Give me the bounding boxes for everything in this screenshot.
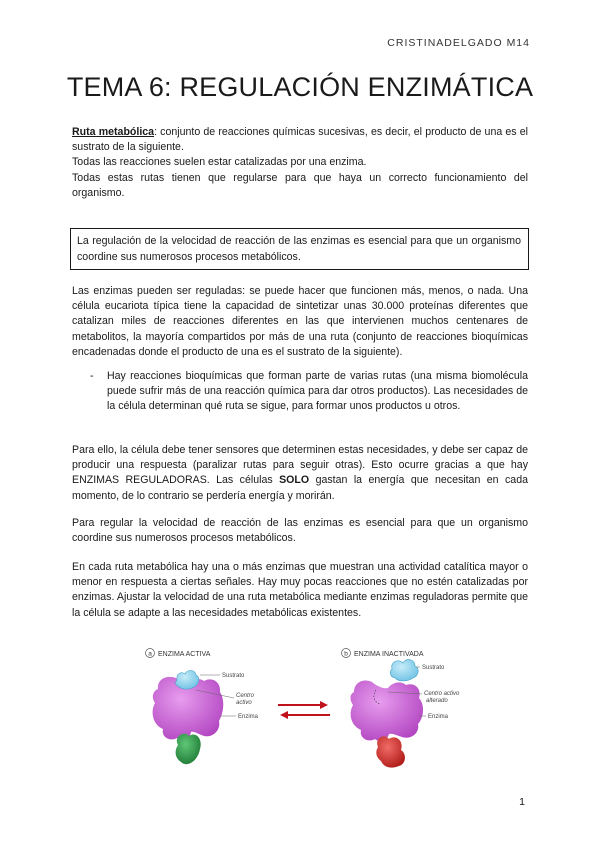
panel-a-label-substrate: Sustrato [222, 673, 245, 679]
intro-section [72, 125, 528, 201]
paragraph-4: En cada ruta metabólica hay una o más enzimas que muestran una actividad catalítica mayor o menor en respuesta a ciertas señales. Hay muy pocas reacciones que no estén catalizadas por enzimas. Ajustar la velocidad de una ruta metabólica mediante enzimas reguladoras permite que la célula se adapte a las necesidades metabólicas existentes. [72, 561, 528, 619]
term-ruta-metabolica: Ruta metabólica [72, 126, 155, 138]
panel-inactivated-enzyme [342, 649, 461, 768]
paragraph-3: Para regular la velocidad de reacción de las enzimas es esencial para que un organismo coordine sus numerosos procesos metabólicos. [72, 517, 528, 545]
panel-b-label-site-2: alterado [426, 698, 448, 704]
enzyme-shape-inactive [350, 680, 423, 741]
paragraph-2-part-2: gastan la energía que necesitan en cada momento, de lo contrario se perdería energía y morirán. [72, 474, 528, 502]
arrow-left-head [280, 711, 288, 719]
panel-a-label-site-2: activo [236, 700, 252, 706]
intro-line-2: Todas las reacciones suelen estar catalizadas por una enzima. [72, 156, 367, 169]
paragraph-1: Las enzimas pueden ser reguladas: se puede hacer que funcionen más, menos, o nada. Una célula eucariota típica tiene la capacidad de sintetizar unas 30.000 proteínas diferentes que catalizan miles de reacciones diferentes en las que intervienen muchos centenares de metabolitos, la mayoría compartidos por más de una ruta (conjunto de reacciones bioquímicas encadenadas donde el producto de una es el sustrato de la siguiente). [72, 285, 528, 358]
panel-b-title: ENZIMA INACTIVADA [354, 651, 424, 658]
panel-b-label-substrate: Sustrato [422, 665, 445, 671]
definition-text: : conjunto de reacciones químicas sucesivas, es decir, el producto de una es el sustrato de la siguiente. [72, 126, 529, 154]
intro-line-3: Todas estas rutas tienen que regularse para que haya un correcto funcionamiento del organismo. [72, 171, 528, 199]
author-header: CRISTINADELGADO M14 [387, 37, 530, 49]
panel-active-enzyme [146, 649, 259, 765]
inhibitor-shape [376, 736, 405, 767]
paragraph-2-part-1: Para ello, la célula debe tener sensores que determinen estas necesidades, y debe ser capaz de producir una respuesta (paralizar rutas para seguir otras). Esto ocurre gracias a que hay ENZIMAS REGULADORAS. Las células [72, 444, 528, 487]
paragraph-2 [72, 443, 528, 504]
bullet-dash: - [90, 370, 94, 382]
panel-a-label-enzyme: Enzima [238, 714, 259, 720]
panel-a-title: ENZIMA ACTIVA [158, 651, 211, 658]
panel-b-label-site-1: Centro activo [424, 691, 460, 697]
substrate-shape-inactive [390, 659, 418, 681]
substrate-shape-active [176, 670, 199, 689]
enzyme-figure [130, 642, 496, 782]
arrow-right-head [320, 701, 328, 709]
panel-b-letter: b [344, 650, 348, 658]
panel-a-label-site-1: Centro [236, 693, 255, 699]
panel-b-label-enzyme: Enzima [428, 714, 449, 720]
panel-a-letter: a [148, 650, 152, 658]
page-title: TEMA 6: REGULACIÓN ENZIMÁTICA [66, 72, 534, 102]
bullet-text: Hay reacciones bioquímicas que forman parte de varias rutas (una misma biomolécula puede sufrir más de una reacción química para dar otros productos). Las necesidades de la célula determinan qué ruta se sigue, para formar unos productos u otros. [107, 370, 528, 413]
highlight-box: La regulación de la velocidad de reacción de las enzimas es esencial para que un organismo coordine sus numerosos procesos metabólicos. [70, 228, 529, 270]
page-number: 1 [519, 796, 525, 808]
equilibrium-arrows [278, 701, 330, 719]
paragraph-2-bold: SOLO [279, 474, 310, 487]
regulator-shape-active [176, 734, 201, 765]
definition-paragraph [72, 125, 528, 155]
bullet-item [90, 369, 528, 415]
